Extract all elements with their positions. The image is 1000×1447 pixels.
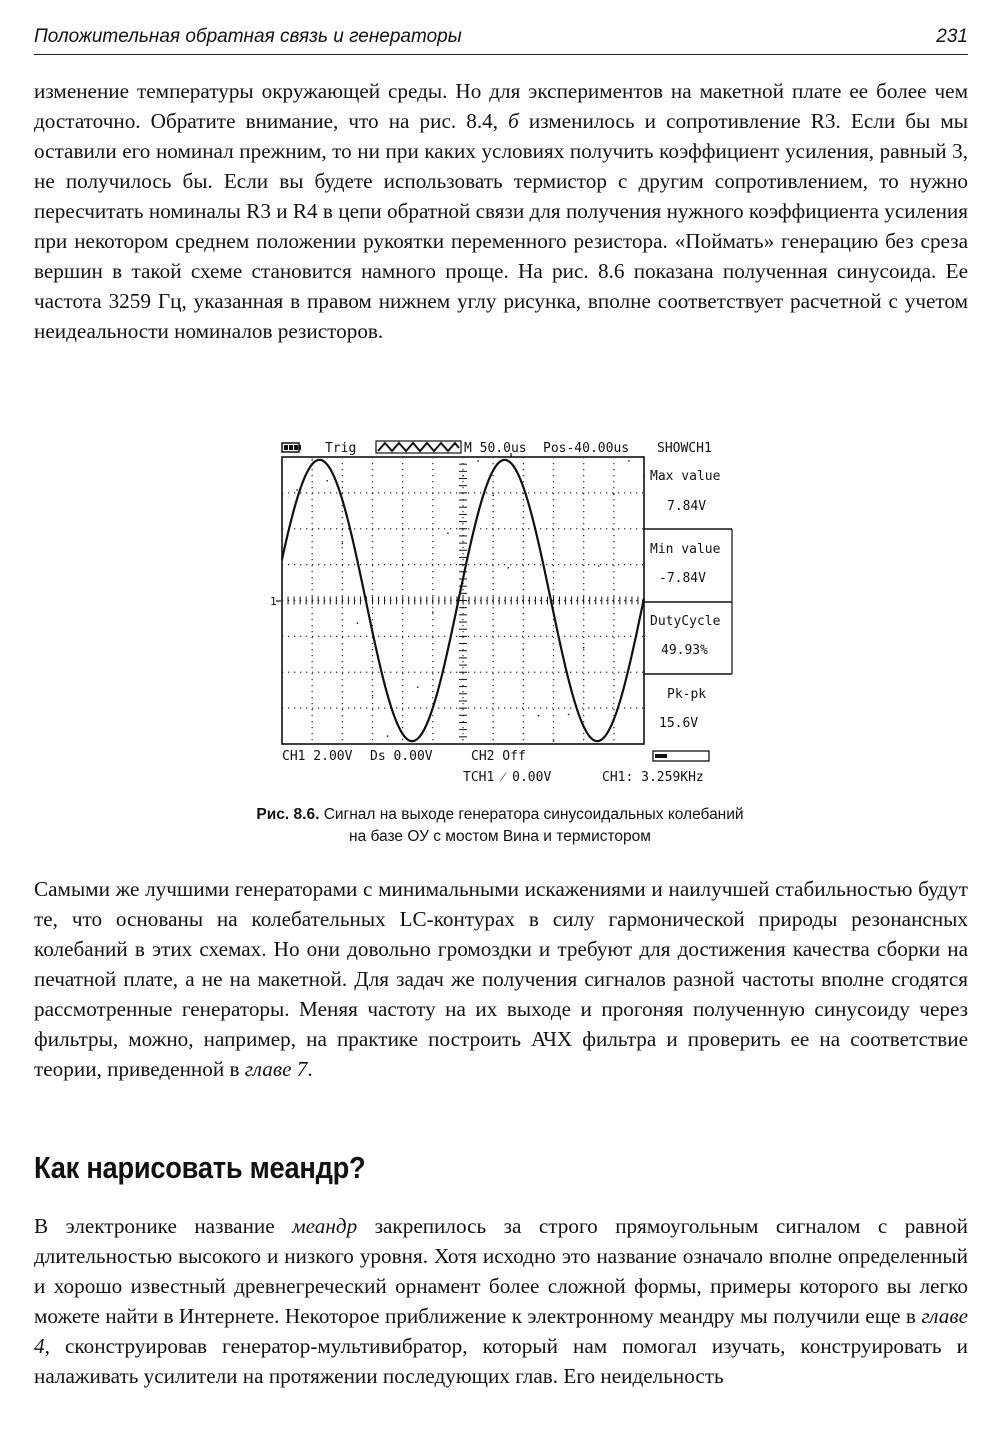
max-value-value: 7.84V xyxy=(667,499,707,514)
ch1-data-point xyxy=(477,460,479,462)
paragraph-2 xyxy=(34,874,968,1084)
paragraph-2-text: Самыми же лучшими генераторами с минимальными искажениями и наилучшей стабильностью будут те, что основаны на колебательных LC-контурах в силу гармонической природы резонансных колебаний в этих схемах. Но они довольно громоздки и требуют для достижения качества сборки на печатной плате, а не на макетной. Для задач же получения сигналов разной частоты вполне сгодятся рассмотренные генераторы. Меняя частоту на их выходе и прогоняя полученную синусоиду через фильтры, можно, например, на практике построить АЧХ фильтра и проверить ее на соответствие теории, приведенной в xyxy=(34,877,968,1081)
oscilloscope-figure xyxy=(270,434,740,794)
ch1-data-point xyxy=(342,543,344,545)
paragraph-1-text-2: изменилось и сопротивление R3. Если бы мы оставили его номинал прежним, то ни при каких условиях получить коэффициент усиления, равный 3, не получилось бы. Если вы будете использовать термистор с другим сопротивлением, то нужно пересчитать номиналы R3 и R4 в цепи обратной связи для получения нужного коэффициента усиления при некотором среднем положении рукоятки переменного резистора. «Поймать» генерацию без среза вершин в такой схеме становится намного проще. На рис. 8.6 показана полученная синусоида. Ее частота 3259 Гц, указанная в правом нижнем углу рисунка, вполне соответствует расчетной с учетом неидеальности номиналов резисторов. xyxy=(34,109,968,343)
pk-pk-value: 15.6V xyxy=(659,716,699,731)
ch1-data-point xyxy=(417,686,419,688)
ch1-data-point xyxy=(598,565,600,567)
page-number: 231 xyxy=(936,26,968,47)
ch1-data-point xyxy=(553,740,555,742)
scope-bottom-bar xyxy=(282,749,709,785)
duty-cycle-label: DutyCycle xyxy=(650,614,721,629)
paragraph-3-text-2: закрепилось за строго прямоугольным сигналом с равной длительностью высокого и низкого уровня. Хотя исходно это название означало вполне определенный и хорошо известный древнегреческий орнамент более сложной формы, примеры которого вы легко можете найти в Интернете. Некоторое приближение к электронному меандру мы получили еще в xyxy=(34,1214,968,1328)
figure-caption-label: Рис. 8.6. xyxy=(256,806,320,823)
ch1-data-point xyxy=(583,647,585,649)
ch1-scale-label: CH1 2.00V xyxy=(282,749,353,764)
ch1-data-point xyxy=(296,489,298,491)
waveform-preview-icon xyxy=(378,443,459,451)
paragraph-1-italic: б xyxy=(508,109,519,133)
ch1-data-point xyxy=(281,559,283,561)
paragraph-2-text-2: . xyxy=(307,1057,313,1081)
measurement-panel xyxy=(644,469,732,731)
min-value-label: Min value xyxy=(650,542,721,557)
ch1-data-point xyxy=(568,714,570,716)
battery-tip-icon xyxy=(299,445,301,450)
ch1-data-point xyxy=(538,715,540,717)
ch1-data-point xyxy=(613,493,615,495)
paragraph-1 xyxy=(34,76,968,346)
min-value-value: -7.84V xyxy=(659,571,706,586)
figure-caption-line-2: на базе ОУ с мостом Вина и термистором xyxy=(349,828,651,845)
ground-marker: 1 xyxy=(270,595,277,608)
ds-label: Ds 0.00V xyxy=(370,749,433,764)
ch1-data-point xyxy=(432,611,434,613)
mode-label: SHOWCH1 xyxy=(657,441,712,456)
ch1-data-point xyxy=(643,476,645,478)
ch1-data-point xyxy=(357,622,359,624)
figure-caption xyxy=(150,804,850,848)
ch1-data-point xyxy=(507,567,509,569)
ch1-data-point xyxy=(387,735,389,737)
ch1-data-point xyxy=(628,460,630,462)
progress-fill xyxy=(655,754,667,758)
ch1-data-point xyxy=(311,459,313,461)
running-head xyxy=(34,24,968,55)
ch1-data-point xyxy=(372,695,374,697)
ch2-label: CH2 Off xyxy=(471,749,526,764)
paragraph-3 xyxy=(34,1211,968,1391)
max-value-label: Max value xyxy=(650,469,721,484)
paragraph-3-text-3: , сконструировав генератор-мультивибратор, который нам помогал изучать, конструировать и налаживать усилители на протяжении последующих глав. Его неидельность xyxy=(34,1334,968,1388)
position-label: Pos-40.00us xyxy=(543,441,630,456)
trig-label: Trig xyxy=(325,441,357,456)
timebase-label: M 50.0us xyxy=(464,441,527,456)
figure-caption-line-1: Сигнал на выходе генератора синусоидальных колебаний xyxy=(319,806,744,823)
paragraph-3-italic-1: меандр xyxy=(292,1214,358,1238)
paragraph-1-text: изменение температуры окружающей среды. Но для экспериментов на макетной плате ее более чем достаточно. Обратите внимание, что на рис. 8.4, xyxy=(34,79,968,133)
oscilloscope-screen xyxy=(270,434,740,794)
battery-cell-1 xyxy=(284,445,288,450)
ch1-data-point xyxy=(447,532,449,534)
battery-cell-3 xyxy=(294,445,298,450)
running-title: Положительная обратная связь и генераторы xyxy=(34,26,462,47)
ch1-data-point xyxy=(523,648,525,650)
paragraph-2-italic: главе 7 xyxy=(244,1057,308,1081)
frequency-label: CH1: 3.259KHz xyxy=(602,770,704,785)
trigger-level-label: TCH1 ⁄ 0.00V xyxy=(463,770,552,785)
section-heading: Как нарисовать меандр? xyxy=(34,1150,366,1185)
ch1-data-point xyxy=(492,495,494,497)
ch1-data-point xyxy=(402,732,404,734)
paragraph-3-italic-2: главе 4 xyxy=(34,1304,968,1358)
ch1-data-point xyxy=(462,475,464,477)
duty-cycle-value: 49.93% xyxy=(661,643,708,658)
paragraph-3-text: В электронике название xyxy=(34,1214,293,1238)
ch1-data-point xyxy=(326,480,328,482)
pk-pk-label: Pk-pk xyxy=(667,687,707,702)
battery-cell-2 xyxy=(289,445,293,450)
